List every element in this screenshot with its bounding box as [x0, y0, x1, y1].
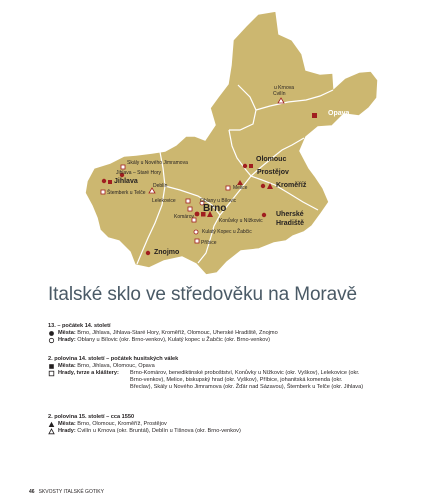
dot-open-icon — [48, 337, 57, 344]
legend-key: Města: — [58, 421, 76, 427]
city-label: Cvilín — [273, 91, 286, 97]
legend-text: Brno, Jihlava, Olomouc, Opava — [77, 363, 155, 369]
legend-row — [48, 330, 388, 337]
legend-row — [48, 337, 388, 344]
legend-text: Brno-Komárov, benediktinské proboštství, Konůvky u Nížkovic (okr. Vyškov), Lelekovice (okr. Brno-venkov), Melice, biskupský hrad (okr. Vyškov), Příbice, johanitská komenda (okr. Břeclav), Skály u Nového Jimramova (okr. Žďár nad Sázavou), Štemberk u Telče (okr. Jihlava) — [130, 370, 364, 390]
square-filled-marker — [312, 113, 317, 118]
city-label: Lelekovice — [152, 198, 176, 204]
legend-text: Brno, Olomouc, Kroměříž, Prostějov — [77, 421, 167, 427]
dot-filled-marker — [243, 164, 247, 168]
city-label: Skály u Nového Jimramova — [127, 160, 188, 166]
square-open-marker — [121, 165, 125, 169]
city-label: Konůvky u Nížkovic — [219, 218, 263, 224]
legend-key: Hrady: — [58, 337, 76, 343]
page-footer — [29, 489, 104, 495]
square-open-marker — [195, 239, 199, 243]
legend-row — [48, 421, 378, 428]
section-heading: 13. – počátek 14. století — [48, 323, 111, 329]
legend-row — [48, 428, 378, 435]
city-label: Melice — [233, 185, 248, 191]
city-label: Příbice — [201, 240, 217, 246]
city-label: Opava — [328, 110, 350, 117]
legend-section — [48, 356, 364, 391]
section-heading: 2. polovina 15. století – cca 1550 — [48, 414, 135, 420]
square-filled-icon — [48, 363, 57, 370]
square-open-marker — [226, 186, 230, 190]
city-label: Znojmo — [154, 249, 180, 256]
legend-text: Brno, Jihlava, Jihlava-Staré Hory, Kroměříž, Olomouc, Uherské Hradiště, Znojmo — [77, 330, 278, 336]
square-open-marker — [188, 207, 192, 211]
city-label: Jihlava – Staré Hory — [116, 170, 162, 176]
legend-key: Města: — [58, 363, 76, 369]
city-label: Uherské — [276, 211, 304, 218]
legend-section — [48, 323, 388, 344]
dot-open-marker — [194, 230, 198, 234]
legend-text: Cvilín u Krnova (okr. Bruntál), Deblín u Tišnova (okr. Brno-venkov) — [77, 428, 241, 434]
triangle-filled-icon — [48, 421, 57, 428]
legend-row — [48, 370, 364, 391]
page-title: Italské sklo ve středověku na Moravě — [48, 284, 357, 305]
legend-section — [48, 414, 378, 435]
city-label: Komárov — [174, 214, 195, 220]
square-open-marker — [186, 199, 190, 203]
city-label: Deblín — [153, 183, 168, 189]
city-label: Štemberk u Telče — [107, 190, 146, 196]
city-label: Kroměříž — [276, 182, 307, 189]
square-filled-marker — [249, 164, 253, 168]
city-label: u Krnova — [274, 85, 295, 91]
city-label: Hradiště — [276, 220, 305, 227]
legend-key: Města: — [58, 330, 76, 336]
city-label: Jihlava — [114, 178, 138, 185]
city-label: Kulatý Kopec u Žabčic — [202, 229, 252, 235]
footer-text: SKVOSTY ITALSKÉ GOTIKY — [38, 489, 104, 495]
dot-filled-marker — [262, 213, 266, 217]
page-number: 46 — [29, 489, 35, 495]
square-open-icon — [48, 370, 57, 377]
dot-filled-icon — [48, 330, 57, 337]
section-heading: 2. polovina 14. století – počátek husitských válek — [48, 356, 179, 362]
city-label: Oblany u Bílovic — [200, 198, 237, 204]
dot-filled-marker — [146, 251, 150, 255]
city-label: Olomouc — [256, 156, 287, 163]
city-label: Prostějov — [257, 169, 289, 176]
legend-row — [48, 363, 364, 370]
legend-text: Oblany u Bílovic (okr. Brno-venkov), Kulatý kopec u Žabčic (okr. Brno-venkov) — [77, 337, 271, 343]
dot-filled-marker — [195, 212, 200, 217]
triangle-open-icon — [48, 428, 57, 435]
legend-key: Hrady, tvrze a kláštery: — [58, 370, 119, 376]
square-filled-marker — [108, 180, 112, 184]
city-label: Brno — [203, 203, 227, 214]
legend-key: Hrady: — [58, 428, 76, 434]
dot-filled-marker — [261, 184, 265, 188]
square-open-marker — [101, 190, 105, 194]
dot-filled-marker — [102, 179, 106, 183]
